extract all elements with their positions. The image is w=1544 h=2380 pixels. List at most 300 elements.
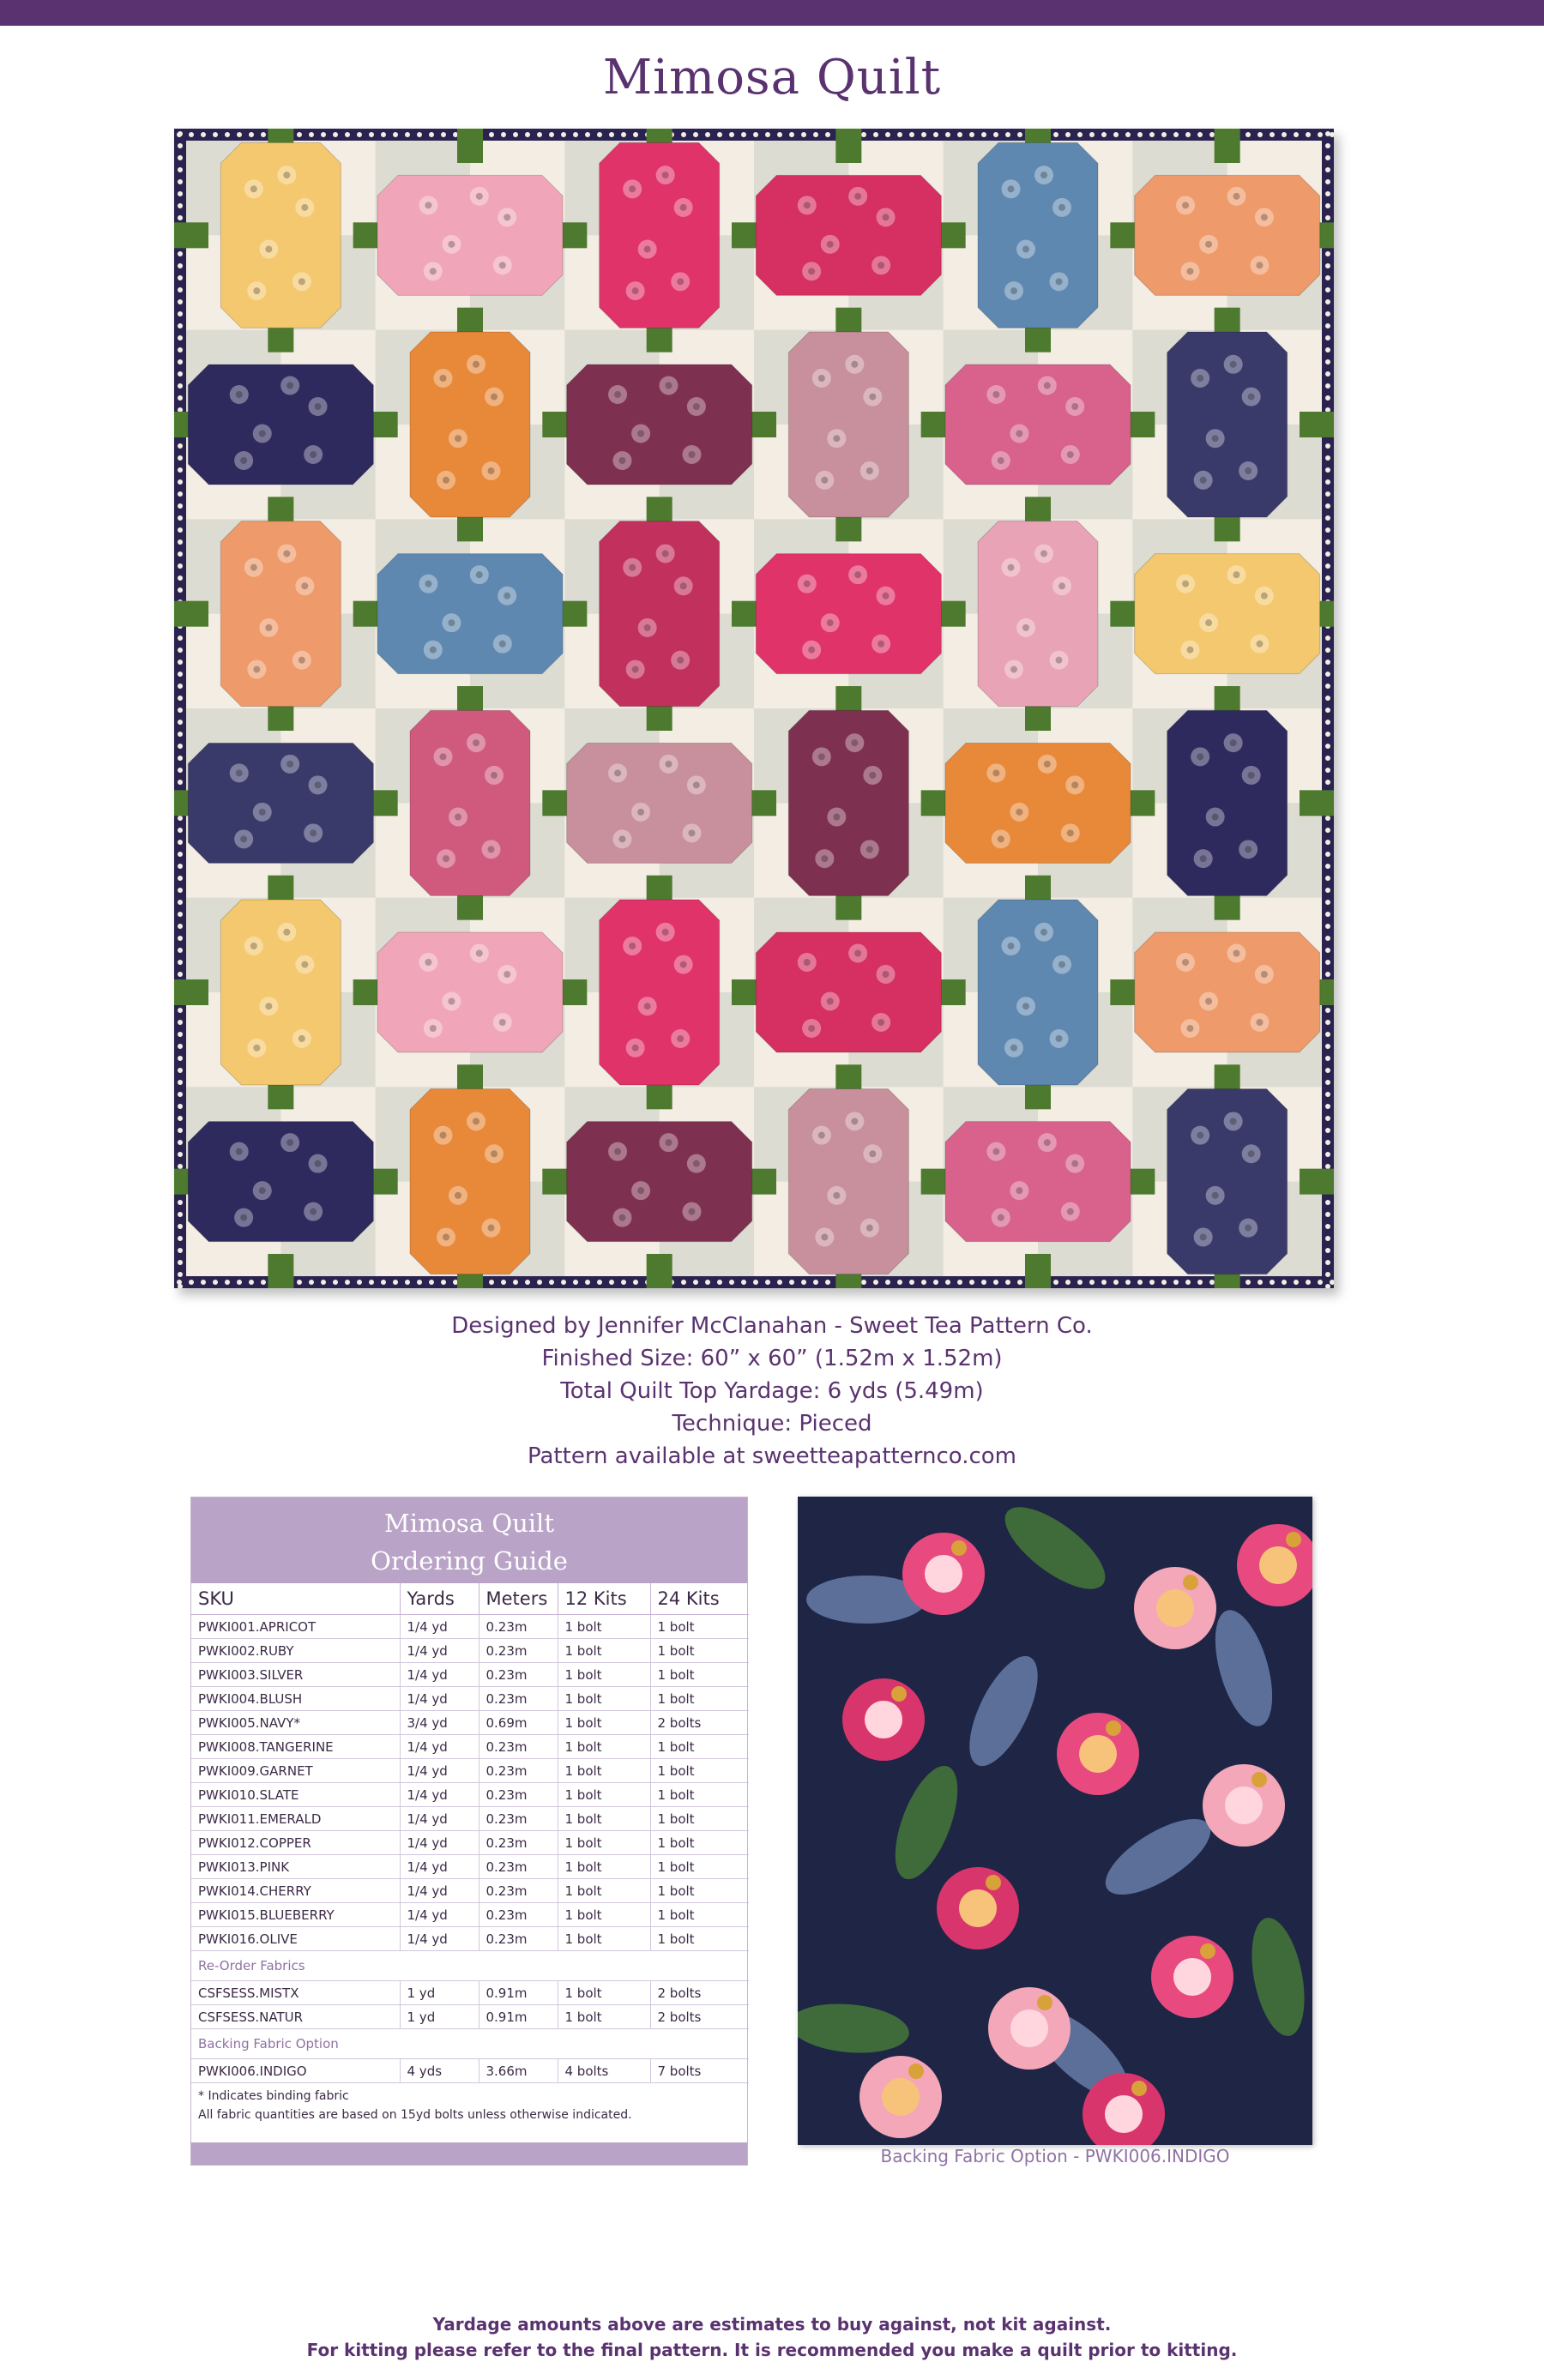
border-dot (825, 1280, 830, 1285)
table-cell: CSFSESS.MISTX (191, 1981, 400, 2005)
disclaimer-line1: Yardage amounts above are estimates to buy against, not kit against. (432, 2314, 1112, 2335)
fabric-print-dot (488, 846, 495, 853)
border-dot (178, 1248, 183, 1253)
border-dot (178, 167, 183, 172)
border-dot (178, 203, 183, 208)
fabric-print-dot (644, 1003, 651, 1009)
fabric-print-dot (1040, 172, 1047, 178)
fabric-print-dot (491, 1150, 498, 1157)
border-dot (178, 732, 183, 737)
table-row (191, 1807, 749, 1831)
table-cell: PWKI005.NAVY* (191, 1711, 400, 1735)
border-dot (597, 132, 602, 137)
border-dot (1209, 1280, 1215, 1285)
border-dot (178, 972, 183, 977)
technique-line: Technique: Pieced (672, 1411, 872, 1437)
border-dot (178, 900, 183, 905)
fabric-print-dot (1067, 451, 1074, 458)
border-dot (178, 876, 183, 881)
fabric-print-dot (1256, 641, 1263, 648)
border-dot (178, 660, 183, 665)
border-dot (1325, 1128, 1330, 1133)
fabric-print-dot (618, 457, 625, 464)
border-dot (1325, 780, 1330, 785)
pattern-link-line[interactable]: Pattern available at sweetteapatternco.com (527, 1443, 1016, 1469)
border-dot (801, 1280, 806, 1285)
border-dot (1325, 852, 1330, 857)
fabric-print-dot (1056, 278, 1063, 285)
backing-bud (1131, 2081, 1147, 2096)
border-dot (369, 132, 374, 137)
border-dot (1325, 155, 1330, 160)
border-dot (1325, 1056, 1330, 1061)
fabric-print-dot (677, 278, 684, 285)
border-dot (1325, 1032, 1330, 1037)
border-dot (177, 1280, 182, 1285)
border-dot (621, 1280, 626, 1285)
border-dot (1325, 491, 1330, 497)
border-dot (261, 1280, 266, 1285)
table-cell: 0.23m (479, 1687, 558, 1711)
sashing-strip (268, 1254, 293, 1288)
border-dot (1245, 1280, 1251, 1285)
quilt-block (756, 554, 941, 674)
fabric-print-dot (827, 619, 834, 626)
table-cell: 1 bolt (558, 1903, 650, 1927)
table-cell: PWKI001.APRICOT (191, 1615, 400, 1639)
fabric-print-dot (851, 739, 858, 746)
ordering-guide (190, 1497, 748, 2166)
border-dot (1325, 816, 1330, 821)
table-cell: 0.23m (479, 1735, 558, 1759)
fabric-print-dot (315, 781, 322, 788)
fabric-print-dot (1230, 739, 1237, 746)
border-dot (178, 912, 183, 917)
border-dot (178, 672, 183, 677)
border-dot (178, 347, 183, 352)
fabric-print-dot (866, 467, 873, 474)
border-dot (178, 744, 183, 749)
border-dot (1325, 768, 1330, 773)
fabric-print-dot (1044, 1139, 1051, 1146)
fabric-print-dot (1056, 657, 1063, 664)
section-row (191, 2029, 749, 2059)
table-cell: 1 bolt (650, 1663, 749, 1687)
fabric-print-dot (440, 375, 447, 382)
fabric-print-dot (1010, 287, 1017, 294)
border-dot (1325, 1248, 1330, 1253)
fabric-print-dot (854, 950, 861, 957)
fabric-print-dot (1022, 246, 1029, 253)
border-dot (178, 1080, 183, 1085)
border-dot (178, 1260, 183, 1265)
border-dot (357, 1280, 362, 1285)
border-dot (178, 888, 183, 893)
fabric-print-dot (488, 1225, 495, 1232)
border-dot (417, 132, 422, 137)
backing-flower-center (1156, 1589, 1194, 1627)
border-dot (381, 1280, 386, 1285)
table-row (191, 1687, 749, 1711)
border-dot (1325, 167, 1330, 172)
fabric-print-dot (1016, 809, 1022, 816)
border-dot (1173, 132, 1179, 137)
fabric-print-dot (804, 959, 811, 966)
table-cell: 1 bolt (650, 1735, 749, 1759)
table-cell: PWKI010.SLATE (191, 1783, 400, 1807)
table-body (191, 1615, 749, 2083)
border-dot (178, 1236, 183, 1241)
table-cell: PWKI014.CHERRY (191, 1879, 400, 1903)
border-dot (1325, 563, 1330, 569)
border-dot (1325, 179, 1330, 184)
border-dot (1325, 371, 1330, 377)
fabric-print-dot (998, 835, 1004, 842)
border-dot (178, 539, 183, 545)
fabric-print-dot (473, 739, 479, 746)
border-dot (1325, 311, 1330, 316)
table-cell: 1 yd (400, 2005, 479, 2029)
fabric-print-dot (629, 564, 636, 571)
table-cell: 7 bolts (650, 2059, 749, 2083)
border-dot (777, 1280, 782, 1285)
table-cell: PWKI012.COPPER (191, 1831, 400, 1855)
fabric-print-dot (665, 761, 672, 768)
sashing-strip (1300, 790, 1334, 816)
border-dot (1113, 1280, 1119, 1285)
fabric-print-dot (1182, 581, 1189, 587)
fabric-print-dot (992, 769, 999, 776)
border-dot (297, 1280, 302, 1285)
border-dot (1325, 443, 1330, 449)
border-dot (609, 1280, 614, 1285)
border-dot (1325, 275, 1330, 280)
border-dot (825, 132, 830, 137)
table-cell: 1 bolt (558, 1807, 650, 1831)
border-dot (1258, 132, 1263, 137)
table-cell: 1 bolt (558, 1735, 650, 1759)
fabric-print-dot (443, 855, 449, 862)
fabric-print-dot (283, 929, 290, 936)
table-header-row (191, 1583, 749, 1615)
fabric-print-dot (618, 1214, 625, 1221)
fabric-print-dot (662, 550, 669, 557)
border-dot (178, 852, 183, 857)
fabric-print-dot (677, 1035, 684, 1042)
fabric-print-dot (1016, 1187, 1022, 1194)
border-dot (1089, 132, 1095, 137)
fabric-print-dot (504, 593, 510, 600)
border-dot (213, 132, 218, 137)
fabric-print-dot (632, 1045, 639, 1051)
border-dot (813, 1280, 818, 1285)
fabric-print-dot (644, 624, 651, 631)
fabric-print-dot (1245, 467, 1251, 474)
fabric-print-dot (240, 1214, 247, 1221)
fabric-print-dot (677, 657, 684, 664)
border-dot (549, 1280, 554, 1285)
border-dot (1325, 936, 1330, 941)
quilt-image (174, 129, 1334, 1288)
fabric-print-dot (443, 477, 449, 484)
border-dot (1325, 1020, 1330, 1025)
border-dot (1325, 539, 1330, 545)
sashing-strip (1300, 1169, 1334, 1195)
border-dot (1125, 132, 1131, 137)
quilt-block (567, 365, 752, 485)
border-dot (897, 132, 902, 137)
fabric-print-dot (286, 761, 293, 768)
table-cell: 1 bolt (558, 1831, 650, 1855)
border-dot (178, 479, 183, 485)
fabric-print-dot (1212, 814, 1219, 821)
fabric-print-dot (883, 214, 890, 220)
quilt-block (567, 1122, 752, 1242)
guide-notes (191, 2083, 747, 2128)
backing-bud (891, 1686, 907, 1702)
fabric-print-dot (827, 241, 834, 248)
table-cell: 1 bolt (650, 1615, 749, 1639)
fabric-print-dot (833, 1192, 840, 1199)
table-cell: 0.23m (479, 1615, 558, 1639)
border-dot (178, 1200, 183, 1205)
border-dot (178, 299, 183, 304)
column-header: SKU (191, 1583, 400, 1615)
fabric-print-dot (499, 641, 506, 648)
border-dot (537, 1280, 542, 1285)
fabric-print-dot (491, 772, 498, 779)
border-dot (1325, 1044, 1330, 1049)
border-dot (1325, 383, 1330, 389)
table-cell: PWKI003.SILVER (191, 1663, 400, 1687)
fabric-print-dot (315, 1160, 322, 1167)
table-row (191, 1783, 749, 1807)
fabric-print-dot (614, 769, 621, 776)
border-dot (633, 1280, 638, 1285)
binding-note: * Indicates binding fabric (198, 2089, 349, 2103)
fabric-print-dot (299, 1035, 305, 1042)
border-dot (957, 1280, 962, 1285)
fabric-print-dot (818, 753, 825, 760)
border-dot (178, 684, 183, 689)
table-cell: 1/4 yd (400, 1663, 479, 1687)
fabric-print-dot (253, 666, 260, 672)
table-cell: PWKI006.INDIGO (191, 2059, 400, 2083)
border-dot (1325, 912, 1330, 917)
column-header: Meters (479, 1583, 558, 1615)
border-dot (309, 1280, 314, 1285)
border-dot (201, 1280, 206, 1285)
border-dot (1125, 1280, 1131, 1285)
fabric-print-dot (869, 394, 876, 401)
border-dot (1325, 395, 1330, 401)
border-dot (178, 467, 183, 473)
table-cell: PWKI008.TANGERINE (191, 1735, 400, 1759)
table-cell: 1 bolt (558, 1855, 650, 1879)
fabric-print-dot (854, 193, 861, 200)
border-dot (178, 275, 183, 280)
fabric-print-dot (491, 394, 498, 401)
fabric-print-dot (1022, 624, 1029, 631)
sashing-strip (1215, 129, 1240, 163)
backing-bud (1251, 1772, 1267, 1787)
fabric-print-dot (1230, 1118, 1237, 1124)
fabric-print-dot (504, 214, 510, 220)
fabric-print-dot (488, 467, 495, 474)
table-cell: 1/4 yd (400, 1615, 479, 1639)
border-dot (178, 828, 183, 833)
border-dot (1325, 1116, 1330, 1121)
column-header: Yards (400, 1583, 479, 1615)
table-cell: 1 bolt (558, 1615, 650, 1639)
border-dot (621, 132, 626, 137)
border-dot (178, 251, 183, 256)
border-dot (1325, 335, 1330, 340)
fabric-print-dot (286, 1139, 293, 1146)
sashing-strip (835, 129, 861, 163)
table-cell: 1/4 yd (400, 1687, 479, 1711)
border-dot (429, 132, 434, 137)
border-dot (1325, 672, 1330, 677)
table-cell: 1/4 yd (400, 1831, 479, 1855)
fabric-print-dot (443, 1233, 449, 1240)
fabric-print-dot (693, 781, 700, 788)
border-dot (178, 155, 183, 160)
border-dot (1306, 1280, 1311, 1285)
border-dot (225, 132, 230, 137)
border-dot (178, 287, 183, 292)
table-cell: 2 bolts (650, 1711, 749, 1735)
table-cell: PWKI004.BLUSH (191, 1687, 400, 1711)
fabric-print-dot (1248, 772, 1255, 779)
border-dot (1325, 876, 1330, 881)
border-dot (178, 359, 183, 365)
quilt-block (377, 175, 563, 295)
border-dot (1325, 467, 1330, 473)
backing-fabric-image (798, 1497, 1312, 2145)
fabric-print-dot (455, 435, 461, 442)
table-cell: 3.66m (479, 2059, 558, 2083)
border-dot (1325, 708, 1330, 713)
fabric-print-dot (240, 835, 247, 842)
fabric-print-dot (1230, 361, 1237, 368)
fabric-print-dot (236, 1148, 243, 1155)
fabric-print-dot (1233, 950, 1239, 957)
border-dot (717, 132, 722, 137)
fabric-print-dot (259, 809, 266, 816)
border-dot (1325, 527, 1330, 533)
border-dot (1325, 287, 1330, 292)
fabric-print-dot (1186, 1025, 1193, 1032)
border-dot (525, 132, 530, 137)
border-dot (1325, 636, 1330, 641)
table-cell: 1 bolt (650, 1783, 749, 1807)
table-cell: 0.23m (479, 1927, 558, 1951)
border-dot (1325, 575, 1330, 581)
fabric-print-dot (1245, 1225, 1251, 1232)
border-dot (1065, 1280, 1071, 1285)
column-header: 24 Kits (650, 1583, 749, 1615)
backing-bud (1200, 1943, 1215, 1959)
border-dot (1325, 551, 1330, 557)
fabric-print-dot (851, 1118, 858, 1124)
border-dot (178, 1116, 183, 1121)
table-cell: PWKI002.RUBY (191, 1639, 400, 1663)
border-dot (178, 335, 183, 340)
table-cell: 1/4 yd (400, 1759, 479, 1783)
border-dot (297, 132, 302, 137)
fabric-print-dot (1197, 1132, 1203, 1139)
border-dot (1318, 1280, 1323, 1285)
border-dot (1325, 1224, 1330, 1229)
border-dot (1053, 1280, 1058, 1285)
border-dot (237, 132, 242, 137)
border-dot (178, 179, 183, 184)
border-dot (681, 132, 686, 137)
border-dot (178, 1224, 183, 1229)
fabric-print-dot (430, 647, 437, 654)
disclaimer-line2: For kitting please refer to the final pattern. It is recommended you make a quilt prior to kitting. (306, 2340, 1238, 2360)
border-dot (1270, 132, 1275, 137)
border-dot (933, 1280, 938, 1285)
border-dot (178, 768, 183, 773)
table-cell: 0.23m (479, 1831, 558, 1855)
border-dot (178, 383, 183, 389)
quilt-block (567, 743, 752, 863)
fabric-print-dot (808, 1025, 815, 1032)
border-dot (1325, 960, 1330, 965)
border-dot (321, 1280, 326, 1285)
backing-flower-center (865, 1701, 902, 1738)
fabric-print-dot (1071, 403, 1078, 410)
border-dot (765, 132, 770, 137)
fabric-print-dot (869, 772, 876, 779)
border-dot (178, 395, 183, 401)
fabric-print-dot (637, 1187, 644, 1194)
fabric-print-dot (614, 1148, 621, 1155)
border-dot (1173, 1280, 1179, 1285)
quilt-block (1135, 932, 1320, 1052)
fabric-print-dot (662, 172, 669, 178)
border-dot (1325, 924, 1330, 929)
quilt-block (756, 932, 941, 1052)
border-dot (513, 132, 518, 137)
table-cell: 1 bolt (558, 2005, 650, 2029)
border-dot (178, 443, 183, 449)
border-dot (178, 1008, 183, 1013)
fabric-print-dot (499, 1019, 506, 1026)
border-dot (1325, 455, 1330, 461)
fabric-print-dot (240, 457, 247, 464)
border-dot (1077, 132, 1083, 137)
table-cell: 1 bolt (558, 1759, 650, 1783)
fabric-print-dot (1010, 1045, 1017, 1051)
border-dot (178, 311, 183, 316)
fabric-print-dot (998, 1214, 1004, 1221)
border-dot (189, 132, 194, 137)
fabric-print-dot (1071, 781, 1078, 788)
border-dot (609, 132, 614, 137)
border-dot (178, 503, 183, 509)
border-dot (178, 864, 183, 869)
border-dot (1258, 1280, 1263, 1285)
fabric-print-dot (1044, 761, 1051, 768)
border-dot (345, 1280, 350, 1285)
border-dot (1325, 1140, 1330, 1145)
table-cell: 0.23m (479, 1783, 558, 1807)
border-dot (1325, 888, 1330, 893)
fabric-print-dot (808, 268, 815, 274)
